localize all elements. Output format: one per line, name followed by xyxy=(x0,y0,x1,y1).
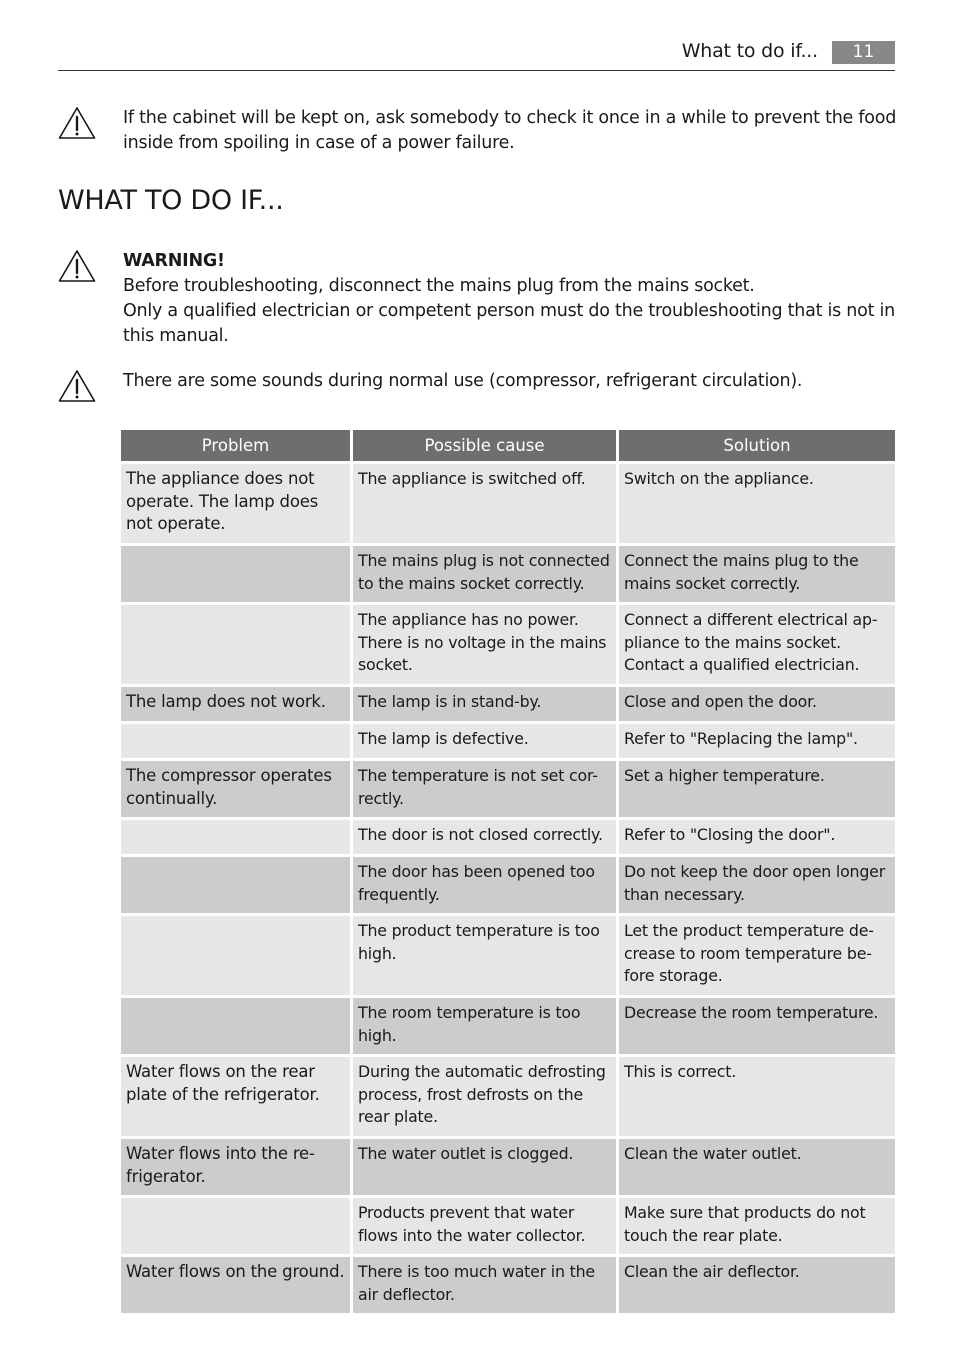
troubleshooting-table xyxy=(118,427,898,1316)
warning-triangle-icon xyxy=(58,106,96,140)
cause-cell: The lamp is defective. xyxy=(353,724,616,758)
cause-cell: Products prevent that water flows into the water collector. xyxy=(353,1198,616,1254)
warning-text xyxy=(123,249,898,349)
warning-line: this manual. xyxy=(123,326,229,346)
table-row xyxy=(121,605,895,684)
running-title: What to do if... xyxy=(681,40,818,62)
notice-line: inside from spoiling in case of a power failure. xyxy=(123,133,515,153)
problem-cell xyxy=(121,857,350,913)
column-header-cause: Possible cause xyxy=(353,430,616,461)
solution-cell: Switch on the appliance. xyxy=(619,464,895,543)
table-row xyxy=(121,724,895,758)
notice-line: If the cabinet will be kept on, ask somebody to check it once in a while to prevent the food xyxy=(123,108,897,128)
solution-cell: Close and open the door. xyxy=(619,687,895,721)
solution-cell: Clean the water outlet. xyxy=(619,1139,895,1195)
table-row xyxy=(121,998,895,1054)
solution-cell: Connect the mains plug to the mains socket correctly. xyxy=(619,546,895,602)
problem-cell xyxy=(121,820,350,854)
solution-cell: Make sure that products do not touch the rear plate. xyxy=(619,1198,895,1254)
problem-cell: Water flows on the ground. xyxy=(121,1257,350,1313)
page-number: 11 xyxy=(832,41,895,64)
cause-cell: The temperature is not set cor-rectly. xyxy=(353,761,616,817)
cause-cell: The product temperature is too high. xyxy=(353,916,616,995)
table-row xyxy=(121,464,895,543)
section-title: WHAT TO DO IF... xyxy=(58,185,284,216)
table-row xyxy=(121,1139,895,1195)
table-row xyxy=(121,916,895,995)
problem-cell: Water flows into the re-frigerator. xyxy=(121,1139,350,1195)
cause-cell: During the automatic defrosting process, frost defrosts on the rear plate. xyxy=(353,1057,616,1136)
table-row xyxy=(121,761,895,817)
table-row xyxy=(121,546,895,602)
problem-cell xyxy=(121,1198,350,1254)
solution-cell: This is correct. xyxy=(619,1057,895,1136)
cause-cell: The appliance has no power. There is no voltage in the mains socket. xyxy=(353,605,616,684)
problem-cell: Water flows on the rear plate of the refrigerator. xyxy=(121,1057,350,1136)
table-row xyxy=(121,687,895,721)
warning-line: Before troubleshooting, disconnect the mains plug from the mains socket. xyxy=(123,276,755,296)
table-row xyxy=(121,820,895,854)
sounds-text: There are some sounds during normal use (compressor, refrigerant circulation). xyxy=(123,371,803,391)
warning-triangle-icon xyxy=(58,369,96,403)
solution-cell: Let the product temperature de-crease to room temperature be-fore storage. xyxy=(619,916,895,995)
solution-cell: Refer to "Closing the door". xyxy=(619,820,895,854)
table-header-row xyxy=(121,430,895,461)
solution-cell: Refer to "Replacing the lamp". xyxy=(619,724,895,758)
cause-cell: The door is not closed correctly. xyxy=(353,820,616,854)
cause-cell: The room temperature is too high. xyxy=(353,998,616,1054)
table-row xyxy=(121,1198,895,1254)
cause-cell: There is too much water in the air deflector. xyxy=(353,1257,616,1313)
problem-cell xyxy=(121,916,350,995)
problem-cell xyxy=(121,998,350,1054)
cause-cell: The mains plug is not connected to the mains socket correctly. xyxy=(353,546,616,602)
running-header xyxy=(58,38,895,71)
problem-cell: The compressor operates continually. xyxy=(121,761,350,817)
problem-cell xyxy=(121,546,350,602)
table-row xyxy=(121,857,895,913)
cause-cell: The lamp is in stand-by. xyxy=(353,687,616,721)
table-row xyxy=(121,1057,895,1136)
cause-cell: The appliance is switched off. xyxy=(353,464,616,543)
column-header-solution: Solution xyxy=(619,430,895,461)
cause-cell: The door has been opened too frequently. xyxy=(353,857,616,913)
warning-line: Only a qualified electrician or competent person must do the troubleshooting that is not in xyxy=(123,301,895,321)
solution-cell: Connect a different electrical ap-pliance to the mains socket. Contact a qualified electrician. xyxy=(619,605,895,684)
problem-cell xyxy=(121,605,350,684)
warning-triangle-icon xyxy=(58,249,96,283)
cause-cell: The water outlet is clogged. xyxy=(353,1139,616,1195)
solution-cell: Clean the air deflector. xyxy=(619,1257,895,1313)
column-header-problem: Problem xyxy=(121,430,350,461)
problem-cell: The appliance does not operate. The lamp does not operate. xyxy=(121,464,350,543)
solution-cell: Set a higher temperature. xyxy=(619,761,895,817)
solution-cell: Decrease the room temperature. xyxy=(619,998,895,1054)
table-row xyxy=(121,1257,895,1313)
warning-title: WARNING! xyxy=(123,251,225,271)
problem-cell: The lamp does not work. xyxy=(121,687,350,721)
solution-cell: Do not keep the door open longer than necessary. xyxy=(619,857,895,913)
problem-cell xyxy=(121,724,350,758)
notice-text xyxy=(123,106,898,156)
